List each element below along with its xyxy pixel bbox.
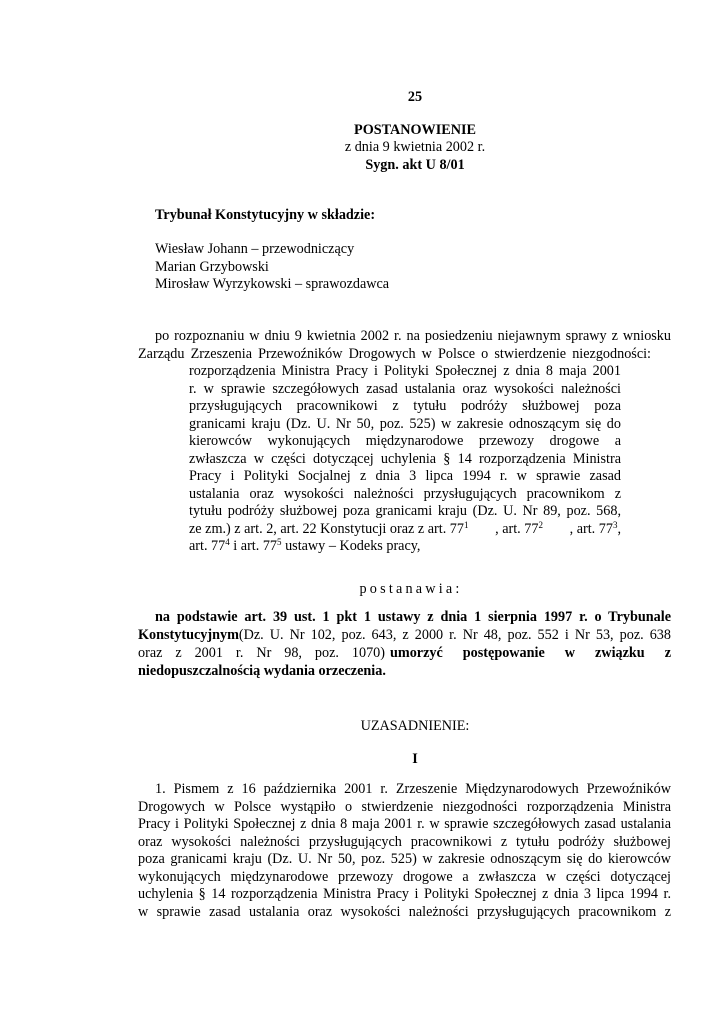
provision-line: zwłaszcza w części dotyczącej uchylenia § 14 rozporządzenia Ministra <box>189 451 621 467</box>
justification-line: 1. Pismem z 16 października 2001 r. Zrzeszenie Międzynarodowych Przewoźników <box>155 781 671 797</box>
composition-heading: Trybunał Konstytucyjny w składzie: <box>155 207 376 223</box>
ruling-line-2 <box>138 626 671 644</box>
document-type: POSTANOWIENIE <box>354 122 476 138</box>
ruling-verb: postanawia: <box>359 581 463 597</box>
justification-line: w sprawie zasad ustalania oraz wysokości należności przysługujących pracownikom z <box>138 904 671 920</box>
provision-line: rozporządzenia Ministra Pracy i Polityki Społecznej z dnia 8 maja 2001 <box>189 363 621 379</box>
provision-line: kierowców wykonujących międzynarodowe przewozy drogowe a <box>189 433 621 449</box>
ruling-decision: umorzyć postępowanie w związku z <box>390 645 671 661</box>
provision-line-last: art. $77^4$ i art. $77^5$ ustawy – Kodeks pracy, <box>189 537 421 554</box>
section-number: I <box>412 751 418 767</box>
member-presiding: Wiesław Johann – przewodniczący <box>155 241 355 257</box>
justification-line: oraz wysokości należności przysługujących pracownikowi z tytułu podróży służbowej <box>138 834 671 850</box>
provision-line-articles <box>189 520 621 538</box>
provision-line: tytułu podróży służbowej poza granicami kraju (Dz. U. Nr 89, poz. 568, <box>189 503 621 519</box>
member: Marian Grzybowski <box>155 259 269 275</box>
justification-line: Pracy i Polityki Społecznej z dnia 8 maja 2001 r. w sprawie szczegółowych zasad ustalania <box>138 816 671 832</box>
ruling-citation-cont: oraz z 2001 r. Nr 98, poz. 1070) <box>138 645 385 661</box>
ruling-line-1: na podstawie art. 39 ust. 1 pkt 1 ustawy z dnia 1 sierpnia 1997 r. o Trybunale <box>155 609 671 625</box>
ruling-tribunal: Konstytucyjnym <box>138 627 239 643</box>
document-date: z dnia 9 kwietnia 2002 r. <box>344 139 486 155</box>
provision-line: ustalania oraz wysokości należności przysługujących pracownikom z <box>189 486 621 502</box>
page-number: 25 <box>407 89 423 105</box>
justification-line: wykonujących międzynarodowe przewozy drogowe a zwłaszcza w części dotyczącej <box>138 869 671 885</box>
intro-line-1: po rozpoznaniu w dniu 9 kwietnia 2002 r. na posiedzeniu niejawnym sprawy z wniosku <box>155 328 671 344</box>
provision-line: granicami kraju (Dz. U. Nr 50, poz. 525) w zakresie odnoszącym się do <box>189 416 621 432</box>
provision-line: przysługujących pracownikowi z tytułu podróży służbowej poza <box>189 398 621 414</box>
provision-line: Pracy i Polityki Socjalnej z dnia 3 lipca 1994 r. w sprawie zasad <box>189 468 621 484</box>
justification-line: uchylenia § 14 rozporządzenia Ministra Pracy i Polityki Społecznej z dnia 3 lipca 1994 r. <box>138 886 671 902</box>
member-rapporteur: Mirosław Wyrzykowski – sprawozdawca <box>155 276 390 292</box>
article-77-3: , art. $77^3$, <box>569 520 621 537</box>
provision-line: r. w sprawie szczegółowych zasad ustalania oraz wysokości należności <box>189 381 621 397</box>
articles-text: ze zm.) z art. 2, art. 22 Konstytucji oraz z art. $77^1$ <box>189 520 469 537</box>
justification-line: poza granicami kraju (Dz. U. Nr 50, poz. 525) w zakresie odnoszącym się do kierowców <box>138 851 671 867</box>
case-signature: Sygn. akt U 8/01 <box>365 157 465 173</box>
intro-line-2: Zarządu Zrzeszenia Przewoźników Drogowych w Polsce o stwierdzenie niezgodności: <box>138 346 651 362</box>
ruling-line-3 <box>138 644 671 662</box>
justification-heading: UZASADNIENIE: <box>360 718 470 734</box>
ruling-line-4: niedopuszczalnością wydania orzeczenia. <box>138 663 386 679</box>
justification-line: Drogowych w Polsce wystąpiło o stwierdzenie niezgodności rozporządzenia Ministra <box>138 799 671 815</box>
article-77-2: , art. $77^2$ <box>495 520 543 537</box>
ruling-citation: (Dz. U. Nr 102, poz. 643, z 2000 r. Nr 48, poz. 552 i Nr 53, poz. 638 <box>238 627 671 643</box>
